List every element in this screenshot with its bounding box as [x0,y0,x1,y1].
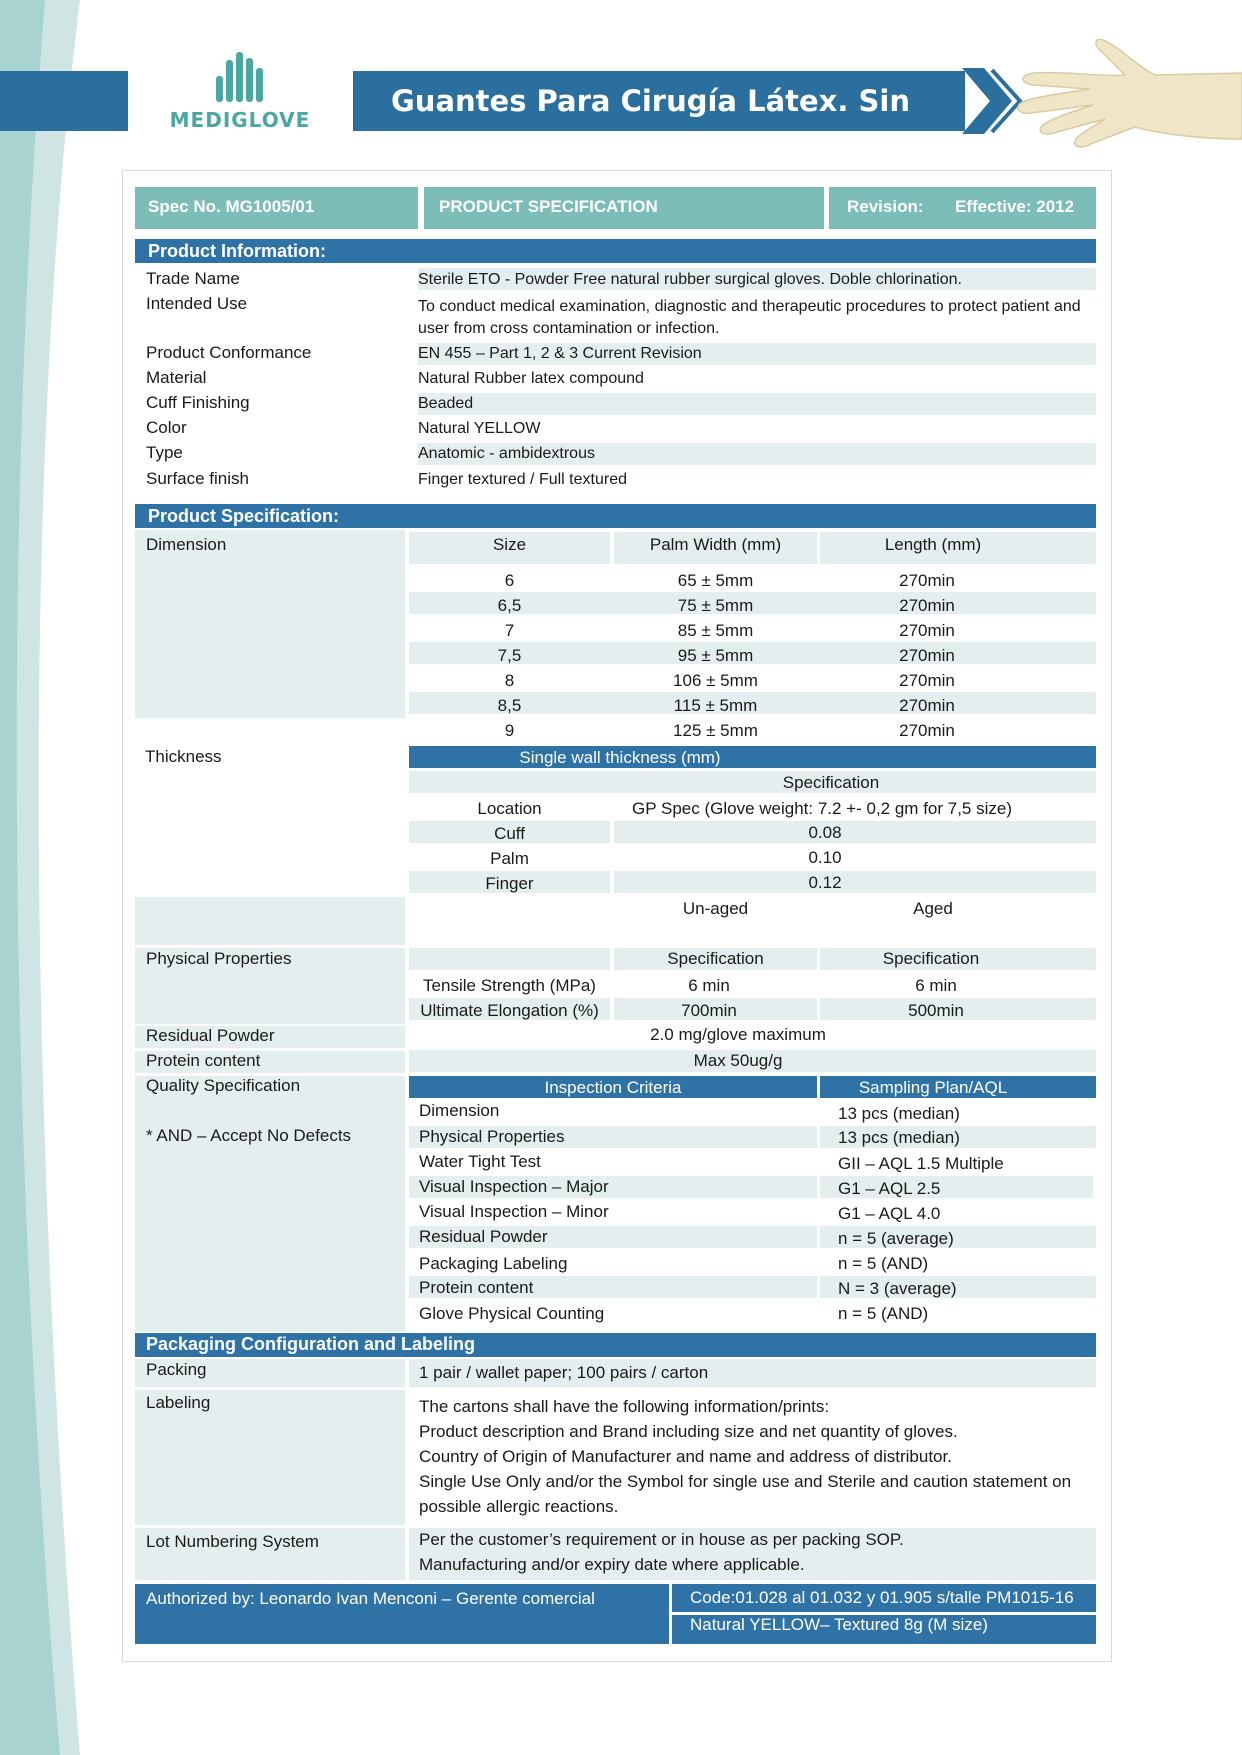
palm-cell: 75 ± 5mm [677,596,754,615]
lot-numbering-label: Lot Numbering System [146,1532,319,1551]
palm-cell: 106 ± 5mm [673,671,758,690]
spec-number: Spec No. MG1005/01 [148,197,315,216]
protein-content-value: Max 50ug/g [693,1051,783,1070]
length-cell: 270min [899,671,955,690]
info-value: Natural YELLOW [418,420,541,437]
specification-header: Specification [882,949,980,968]
criteria-cell: Dimension [419,1101,500,1120]
palm-cell: 65 ± 5mm [677,571,754,590]
info-label: Intended Use [146,294,248,313]
doc-title: PRODUCT SPECIFICATION [439,197,658,216]
page-title: Guantes Para Cirugía Látex. Sin Polvo [353,71,965,131]
column-header: Palm Width (mm) [649,535,782,554]
protein-content-label: Protein content [146,1051,261,1070]
criteria-cell: Packaging Labeling [419,1254,568,1273]
product-description: Natural YELLOW– Textured 8g (M size) [690,1615,988,1634]
quality-specification-label: Quality Specification [146,1076,301,1095]
sampling-plan-header: Sampling Plan/AQL [858,1078,1008,1097]
info-label: Material [146,368,207,387]
size-cell: 7,5 [497,646,522,665]
unaged-value: 700min [681,1001,737,1020]
section-title: Product Specification: [148,506,340,526]
size-cell: 7 [504,621,515,640]
property-name: Tensile Strength (MPa) [423,976,596,995]
size-cell: 6 [504,571,515,590]
packing-label: Packing [146,1360,207,1379]
info-label: Cuff Finishing [146,393,250,412]
aged-value: 6 min [915,976,957,995]
info-value: Beaded [418,395,474,412]
info-value-line2: user from cross contamination or infection. [418,320,720,337]
info-label: Type [146,443,183,462]
criteria-cell: Glove Physical Counting [419,1304,605,1323]
specification-header: Specification [782,773,880,792]
palm-cell: 95 ± 5mm [677,646,754,665]
length-cell: 270min [899,596,955,615]
unaged-value: 6 min [688,976,730,995]
sampling-cell: GII – AQL 1.5 Multiple [838,1154,1004,1173]
sampling-cell: N = 3 (average) [838,1279,957,1298]
criteria-cell: Water Tight Test [419,1152,541,1171]
labeling-line: Country of Origin of Manufacturer and name and address of distributor. [419,1447,952,1466]
info-label: Surface finish [146,469,249,488]
effective-date: Effective: 2012 [955,197,1075,216]
row-shade [418,393,1096,415]
specification-header: Specification [667,949,764,968]
length-cell: 270min [899,721,955,740]
size-cell: 9 [504,721,515,740]
brand-logo [150,50,330,140]
row-shade [409,948,610,970]
aged-value: 500min [908,1001,964,1020]
brand-name: MEDIGLOVE [169,108,311,132]
residual-powder-label: Residual Powder [146,1026,275,1045]
sampling-cell: n = 5 (average) [838,1229,954,1248]
info-value: Anatomic - ambidextrous [418,445,595,462]
criteria-cell: Residual Powder [419,1227,548,1246]
criteria-cell: Protein content [419,1278,534,1297]
thickness-cell: 0.10 [808,848,842,867]
decorative-side-strip [0,0,80,1755]
sampling-cell: n = 5 (AND) [838,1304,929,1323]
authorized-by: Authorized by: Leonardo Ivan Menconi – Gerente comercial [146,1589,595,1608]
unaged-header: Un-aged [682,899,749,918]
aged-header: Aged [913,899,953,918]
thickness-cell: 0.12 [808,873,842,892]
sampling-cell: G1 – AQL 2.5 [838,1179,941,1198]
labeling-line: The cartons shall have the following information/prints: [419,1397,830,1416]
palm-cell: 115 ± 5mm [673,696,758,715]
info-value: Finger textured / Full textured [418,471,627,488]
header-left-bar [0,71,128,131]
logo-fingers-icon [216,52,268,102]
info-value: EN 455 – Part 1, 2 & 3 Current Revision [418,345,702,362]
label-column-shade [135,1076,405,1332]
property-name: Ultimate Elongation (%) [420,1001,599,1020]
section-title: Product Information: [148,241,326,261]
packing-value: 1 pair / wallet paper; 100 pairs / carton [419,1363,709,1382]
thickness-cell: 0.08 [808,823,842,842]
info-value: To conduct medical examination, diagnostic and therapeutic procedures to protect patient and [418,298,1081,315]
thickness-label: Thickness [145,747,222,766]
lot-numbering-line: Manufacturing and/or expiry date where applicable. [419,1555,805,1574]
criteria-cell: Physical Properties [419,1127,565,1146]
palm-cell: 85 ± 5mm [677,621,754,640]
sampling-cell: n = 5 (AND) [838,1254,929,1273]
criteria-cell: Visual Inspection – Minor [419,1202,609,1221]
column-header: Size [492,535,527,554]
label-column-shade [135,897,405,945]
labeling-line: possible allergic reactions. [419,1497,619,1516]
revision-label: Revision: [847,197,924,216]
label-column-shade [135,530,405,718]
lot-numbering-line: Per the customer’s requirement or in house as per packing SOP. [419,1530,904,1549]
info-value: Natural Rubber latex compound [418,370,644,387]
location-cell: Cuff [494,824,525,843]
dimension-label: Dimension [146,535,227,554]
info-value: Sterile ETO - Powder Free natural rubber surgical gloves. Doble chlorination. [418,271,962,288]
info-label: Product Conformance [146,343,312,362]
palm-cell: 125 ± 5mm [673,721,758,740]
info-label: Trade Name [146,269,240,288]
location-cell: Palm [490,849,529,868]
location-header: Location [477,799,542,818]
thickness-band-title: Single wall thickness (mm) [519,748,721,767]
length-cell: 270min [899,621,955,640]
column-header: Length (mm) [884,535,982,554]
section-title: Packaging Configuration and Labeling [146,1334,476,1354]
quality-note: * AND – Accept No Defects [146,1126,352,1145]
sampling-cell: G1 – AQL 4.0 [838,1204,941,1223]
length-cell: 270min [899,646,955,665]
length-cell: 270min [899,571,955,590]
sampling-cell: 13 pcs (median) [838,1104,960,1123]
sampling-cell: 13 pcs (median) [838,1128,960,1147]
glove-icon [1005,35,1242,155]
residual-powder-value: 2.0 mg/glove maximum [650,1025,826,1044]
labeling-line: Single Use Only and/or the Symbol for single use and Sterile and caution statement on [419,1472,1072,1491]
size-cell: 8 [504,671,515,690]
physical-properties-label: Physical Properties [146,949,292,968]
product-code: Code:01.028 al 01.032 y 01.905 s/talle PM1015-16 [690,1588,1074,1607]
criteria-cell: Visual Inspection – Major [419,1177,609,1196]
info-label: Color [146,418,187,437]
location-cell: Finger [485,874,534,893]
labeling-label: Labeling [146,1393,211,1412]
size-cell: 8,5 [497,696,522,715]
labeling-line: Product description and Brand including size and net quantity of gloves. [419,1422,958,1441]
length-cell: 270min [899,696,955,715]
gp-spec-header: GP Spec (Glove weight: 7.2 +- 0,2 gm for 7,5 size) [632,799,1013,818]
inspection-criteria-header: Inspection Criteria [544,1078,682,1097]
size-cell: 6,5 [497,596,522,615]
